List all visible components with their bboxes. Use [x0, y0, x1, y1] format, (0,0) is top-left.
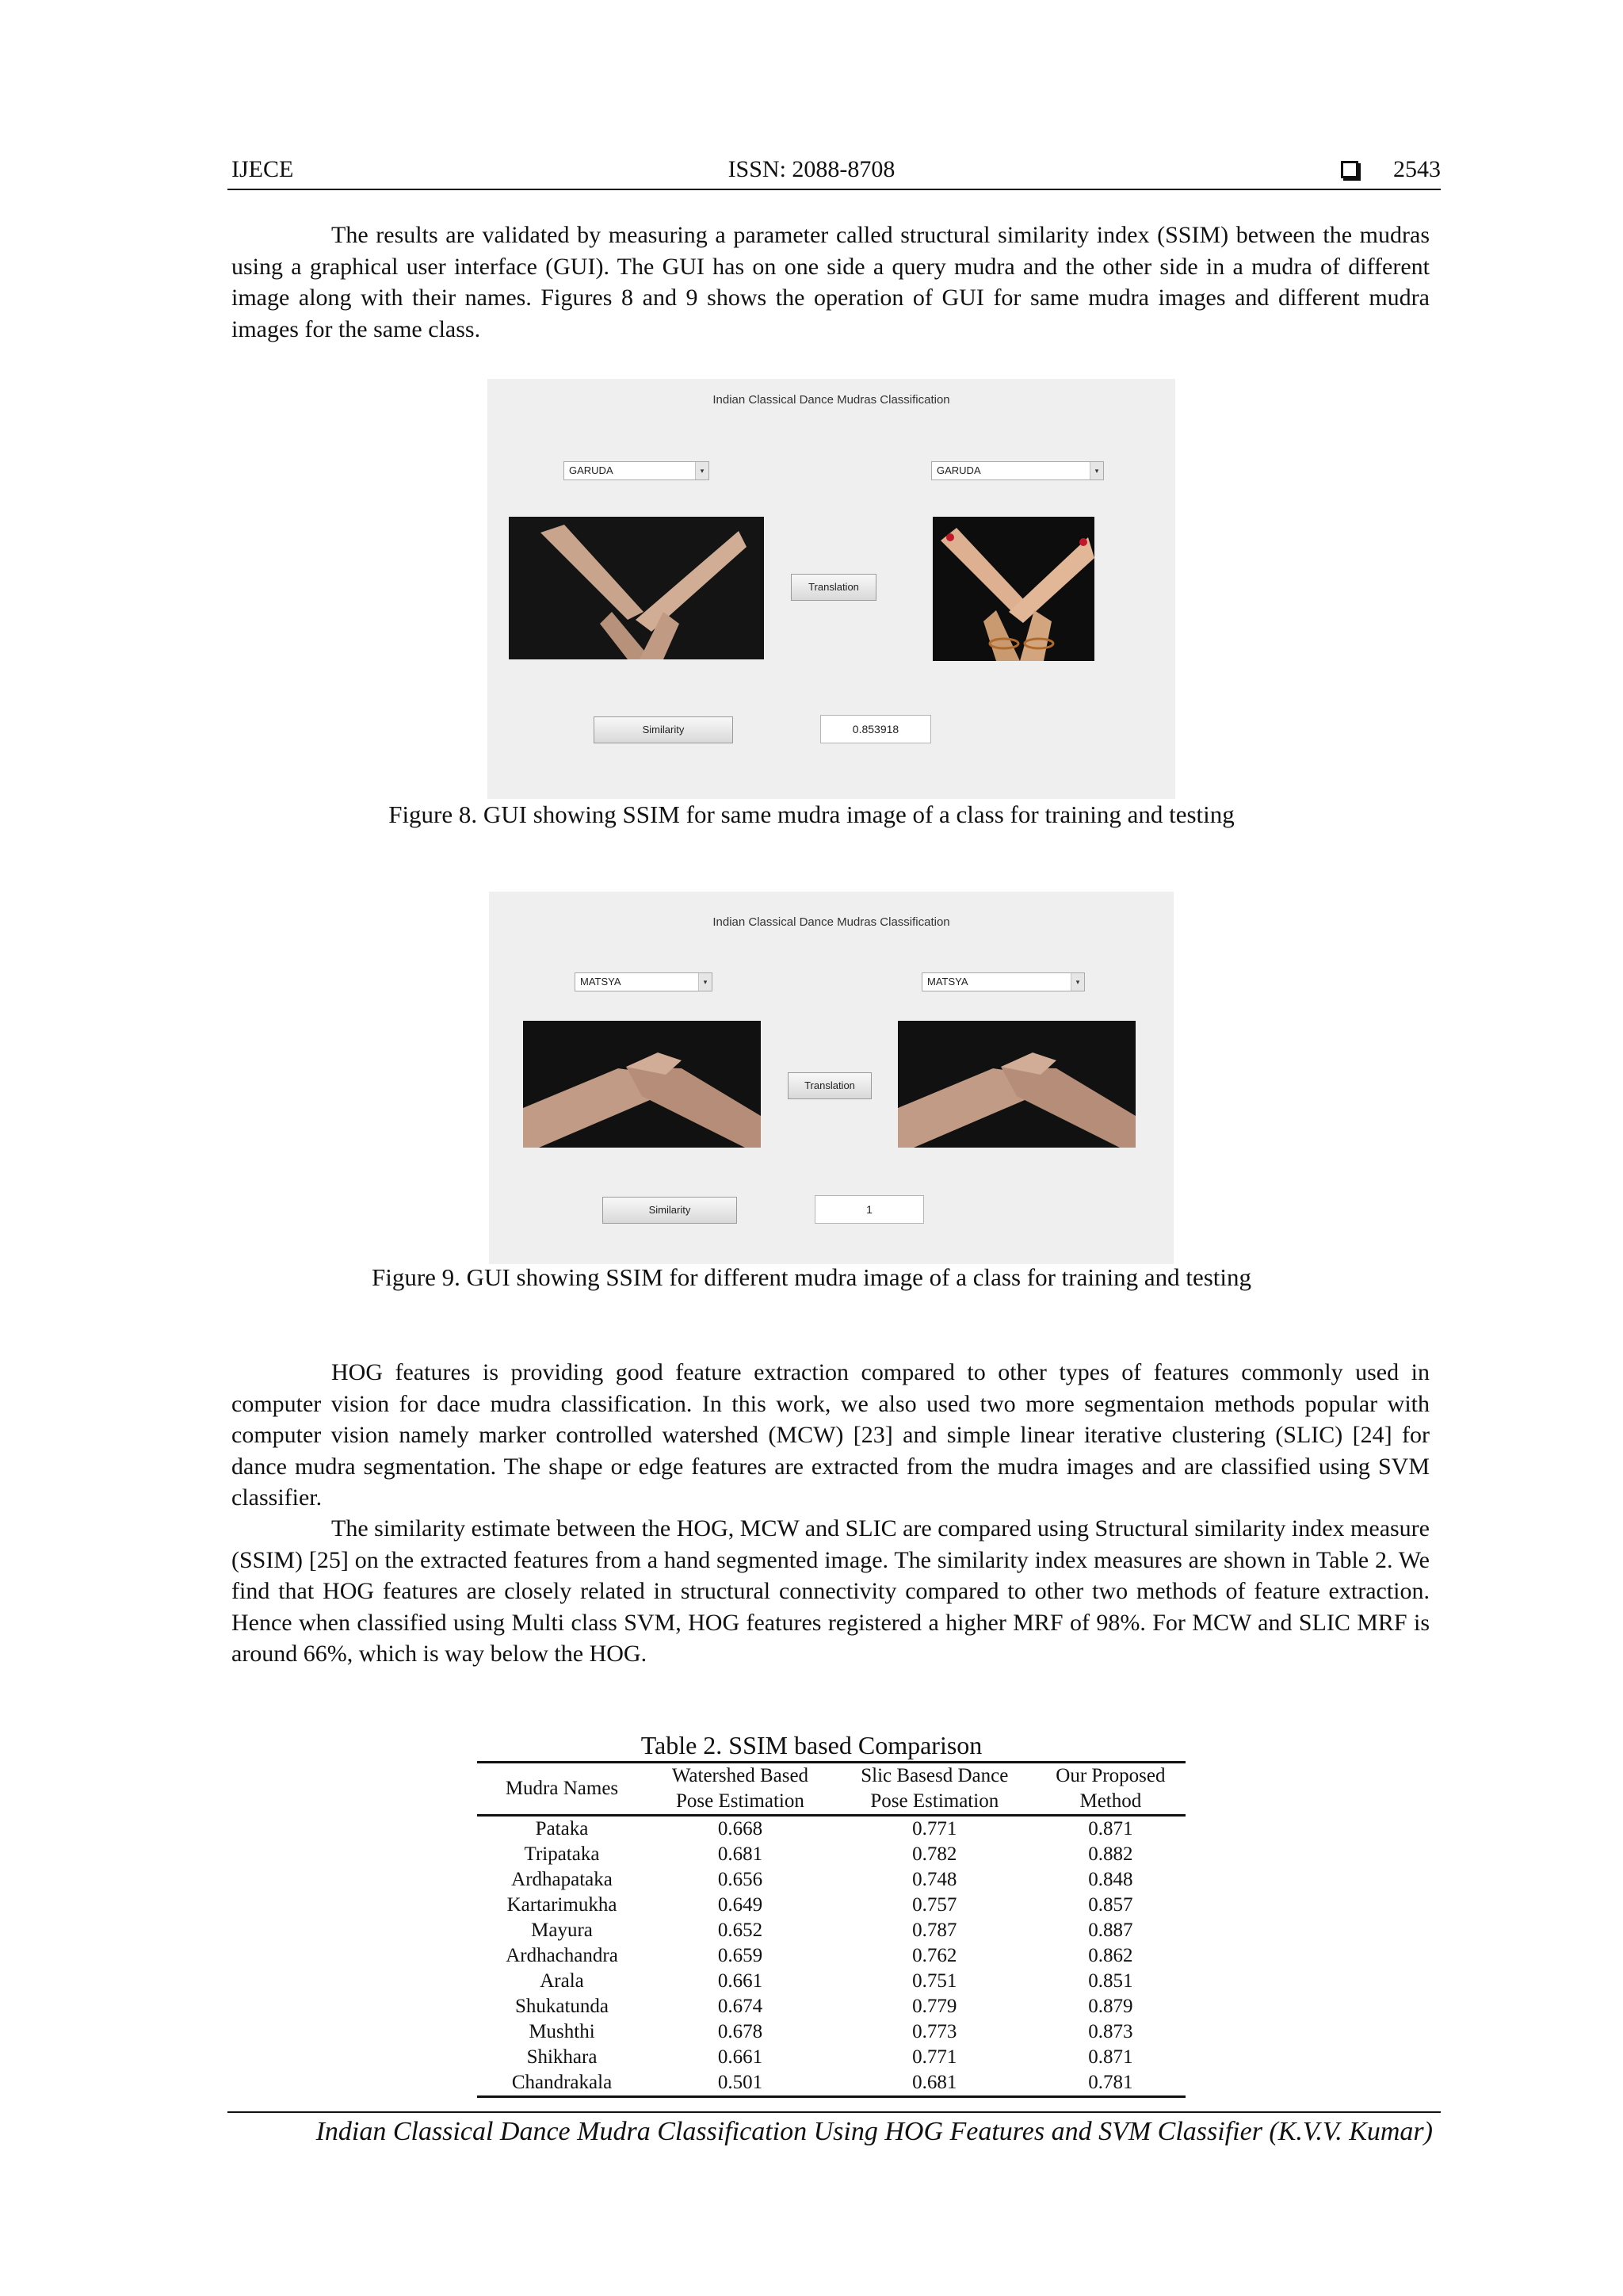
ssim-value-cell: 0.771 [912, 2046, 957, 2068]
table-row [477, 1867, 1186, 1893]
footer-rule [227, 2111, 1441, 2113]
mudra-name-cell: Tripataka [524, 1843, 600, 1865]
ssim-value-cell: 0.887 [1088, 1920, 1133, 1941]
ssim-value-cell: 0.668 [717, 1818, 763, 1839]
ssim-value-cell: 0.757 [912, 1894, 957, 1916]
col-watershed-sub: Pose Estimation [647, 1789, 834, 1816]
ssim-value-cell: 0.656 [717, 1869, 763, 1890]
left-mudra-select[interactable]: MATSYA ▾ [575, 972, 712, 991]
table-row [477, 1994, 1186, 2019]
ssim-value-cell: 0.674 [717, 1996, 763, 2017]
col-mudra-names: Mudra Names [477, 1763, 647, 1816]
right-mudra-select[interactable]: MATSYA ▾ [922, 972, 1085, 991]
garuda-hands-icon [509, 517, 764, 659]
issn: ISSN: 2088-8708 [727, 156, 896, 182]
square-icon [1341, 161, 1358, 178]
header-rule [227, 189, 1441, 190]
footer-citation: Indian Classical Dance Mudra Classification Using HOG Features and SVM Classifier (K.V.V. Kumar) [315, 2117, 1433, 2146]
ssim-value-cell: 0.871 [1088, 2046, 1133, 2068]
dropdown-arrow-icon[interactable]: ▾ [1090, 462, 1103, 479]
mudra-name-cell: Arala [540, 1970, 584, 1992]
similarity-output: 1 [815, 1195, 924, 1224]
mudra-name-cell: Mayura [531, 1920, 593, 1941]
col-ours: Our Proposed [1036, 1763, 1186, 1790]
ssim-value-cell: 0.862 [1088, 1945, 1133, 1966]
page-number-group [1341, 155, 1441, 184]
mudra-name-cell: Shikhara [526, 2046, 598, 2068]
mudra-name-cell: Mushthi [529, 2021, 595, 2042]
ssim-value-cell: 0.649 [717, 1894, 763, 1916]
ssim-value-cell: 0.779 [912, 1996, 957, 2017]
right-mudra-select[interactable]: GARUDA ▾ [931, 461, 1104, 480]
matsya-hands-icon [523, 1021, 761, 1148]
figure-8-caption: Figure 8. GUI showing SSIM for same mudra image of a class for training and testing [388, 800, 1235, 828]
garuda-hands-jewelry-icon [933, 517, 1094, 661]
matsya-hands-icon [898, 1021, 1136, 1148]
ssim-value-cell: 0.771 [912, 1818, 957, 1839]
ssim-value-cell: 0.882 [1088, 1843, 1133, 1865]
reference-mudra-image [898, 1021, 1136, 1148]
mudra-name-cell: Kartarimukha [506, 1894, 617, 1916]
ssim-value-cell: 0.851 [1088, 1970, 1133, 1992]
table-row [477, 2070, 1186, 2097]
ssim-value-cell: 0.661 [717, 1970, 763, 1992]
dropdown-arrow-icon[interactable]: ▾ [1071, 973, 1084, 991]
ssim-value-cell: 0.762 [912, 1945, 957, 1966]
ssim-value-cell: 0.879 [1088, 1996, 1133, 2017]
table-row [477, 1816, 1186, 1843]
table-row [477, 1842, 1186, 1867]
figure-9-caption: Figure 9. GUI showing SSIM for different mudra image of a class for training and testing [371, 1263, 1252, 1291]
gui-title: Indian Classical Dance Mudras Classification [712, 915, 950, 929]
ssim-value-cell: 0.782 [912, 1843, 957, 1865]
dropdown-arrow-icon[interactable]: ▾ [698, 973, 712, 991]
ssim-value-cell: 0.781 [1036, 2070, 1186, 2097]
table-row [477, 1893, 1186, 1918]
col-ours-sub: Method [1036, 1789, 1186, 1816]
ssim-value-cell: 0.501 [647, 2070, 834, 2097]
paragraph-intro: The results are validated by measuring a parameter called structural similarity index (SSIM) between the mudras using a graphical user interface (GUI). The GUI has on one side a query mudra and the other side in a mudra of different image along with their names. Figures 8 and 9 shows the operation of GUI for same mudra images and different mudra images for the same class. [231, 222, 1430, 342]
query-mudra-image [509, 517, 764, 659]
col-slic: Slic Basesd Dance [834, 1763, 1036, 1790]
ssim-value-cell: 0.873 [1088, 2021, 1133, 2042]
ssim-value-cell: 0.681 [717, 1843, 763, 1865]
left-mudra-select[interactable]: GARUDA ▾ [563, 461, 709, 480]
paragraph-hog: HOG features is providing good feature extraction compared to other types of features commonly used in computer vision for dace mudra classification. In this work, we also used two more segmentaion methods popular with computer vision namely marker controlled watershed (MCW) [23] and simple linear iterative clustering (SLIC) [24] for dance mudra segmentation. The shape or edge features are extracted from the mudra images and are classified using SVM classifier. [231, 1359, 1430, 1511]
similarity-button[interactable]: Similarity [594, 716, 733, 743]
ssim-value-cell: 0.681 [834, 2070, 1036, 2097]
ssim-value-cell: 0.661 [717, 2046, 763, 2068]
ssim-value-cell: 0.848 [1088, 1869, 1133, 1890]
table-row [477, 2045, 1186, 2070]
mudra-name-cell: Pataka [535, 1818, 589, 1839]
table-row [477, 1969, 1186, 1994]
table-row [477, 1943, 1186, 1969]
ssim-value-cell: 0.751 [912, 1970, 957, 1992]
table-row [477, 1918, 1186, 1943]
col-watershed: Watershed Based [647, 1763, 834, 1790]
ssim-value-cell: 0.871 [1088, 1818, 1133, 1839]
ssim-value-cell: 0.748 [912, 1869, 957, 1890]
mudra-name-cell: Ardhachandra [506, 1945, 618, 1966]
query-mudra-image [523, 1021, 761, 1148]
table-row [477, 2019, 1186, 2045]
figure-8-gui [487, 379, 1175, 799]
ssim-value-cell: 0.652 [717, 1920, 763, 1941]
mudra-name-cell: Shukatunda [514, 1996, 609, 2017]
ssim-value-cell: 0.787 [912, 1920, 957, 1941]
table-2-title: Table 2. SSIM based Comparison [640, 1731, 983, 1759]
paragraph-ssim: The similarity estimate between the HOG, MCW and SLIC are compared using Structural similarity index measure (SSIM) [25] on the extracted features from a hand segmented image. The similarity index measures are shown in Table 2. We find that HOG features are closely related in structural connectivity compared to other two methods of feature extraction. Hence when classified using Multi class SVM, HOG features registered a higher MRF of 98%. For MCW and SLIC MRF is around 66%, which is way below the HOG. [231, 1515, 1430, 1667]
figure-9-gui [489, 892, 1174, 1264]
ssim-comparison-table [477, 1761, 1186, 2098]
reference-mudra-image [933, 517, 1094, 661]
gui-title: Indian Classical Dance Mudras Classification [712, 393, 950, 407]
translation-button[interactable]: Translation [791, 574, 876, 601]
ssim-value-cell: 0.678 [717, 2021, 763, 2042]
similarity-button[interactable]: Similarity [602, 1197, 737, 1224]
translation-button[interactable]: Translation [788, 1072, 872, 1099]
journal-name: IJECE [231, 156, 294, 182]
col-slic-sub: Pose Estimation [834, 1789, 1036, 1816]
page-number: 2543 [1393, 156, 1441, 182]
ssim-value-cell: 0.659 [717, 1945, 763, 1966]
similarity-output: 0.853918 [820, 715, 931, 743]
mudra-name-cell: Ardhapataka [511, 1869, 613, 1890]
dropdown-arrow-icon[interactable]: ▾ [695, 462, 708, 479]
mudra-name-cell: Chandrakala [477, 2070, 647, 2097]
ssim-value-cell: 0.773 [912, 2021, 957, 2042]
ssim-value-cell: 0.857 [1088, 1894, 1133, 1916]
